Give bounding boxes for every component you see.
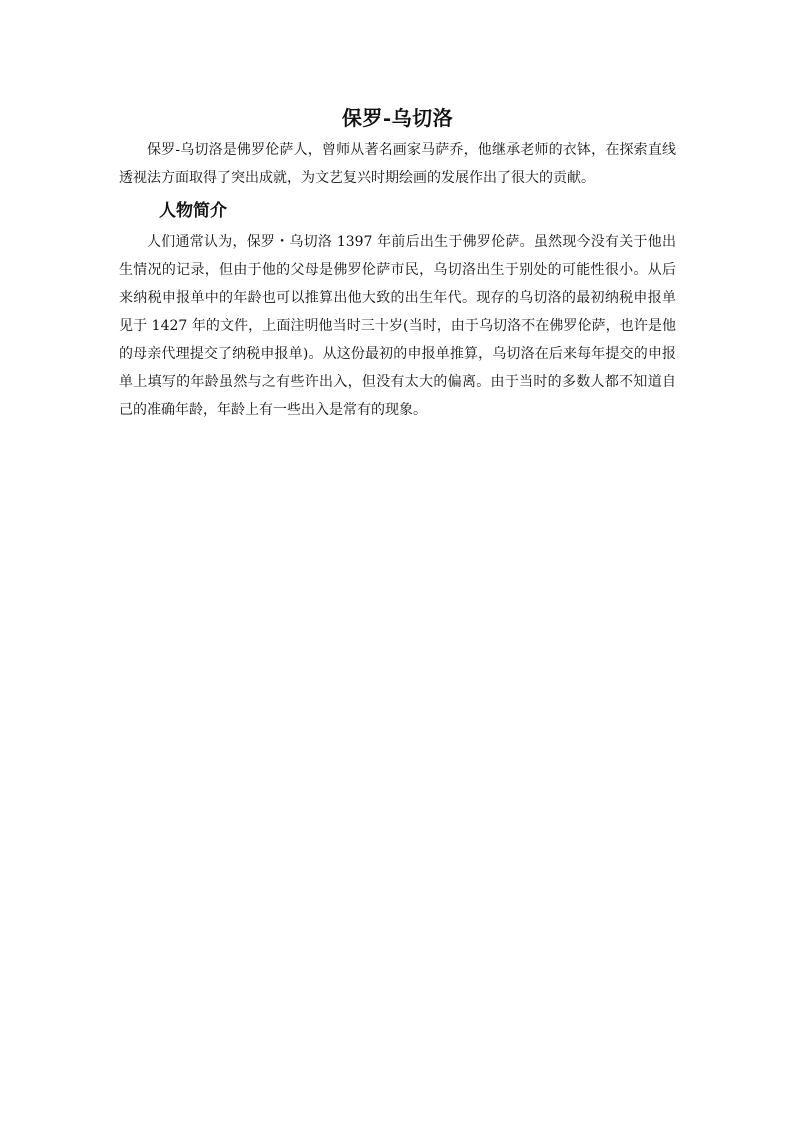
intro-paragraph: 保罗-乌切洛是佛罗伦萨人，曾师从著名画家马萨乔，他继承老师的衣钵，在探索直线透视法方面取得了突出成就，为文艺复兴时期绘画的发展作出了很大的贡献。	[119, 142, 676, 186]
section-body-paragraph: 人们通常认为，保罗・乌切洛 1397 年前后出生于佛罗伦萨。虽然现今没有关于他出生情况的记录，但由于他的父母是佛罗伦萨市民，乌切洛出生于别处的可能性很小。从后来纳税申报单中的年龄也可以推算出他大致的出生年代。现存的乌切洛的最初纳税申报单见于 1427 年的文件，上面注明他当时三十岁(当时，由于乌切洛不在佛罗伦萨，也许是他的母亲代理提交了纳税申报单)。从这份最初的申报单推算，乌切洛在后来每年提交的申报单上填写的年龄虽然与之有些许出入，但没有太大的偏离。由于当时的多数人都不知道自己的准确年龄，年龄上有一些出入是常有的现象。	[119, 234, 676, 418]
section-heading: 人物简介	[159, 201, 227, 221]
document-content	[119, 104, 676, 424]
document-title: 保罗-乌切洛	[341, 106, 454, 130]
